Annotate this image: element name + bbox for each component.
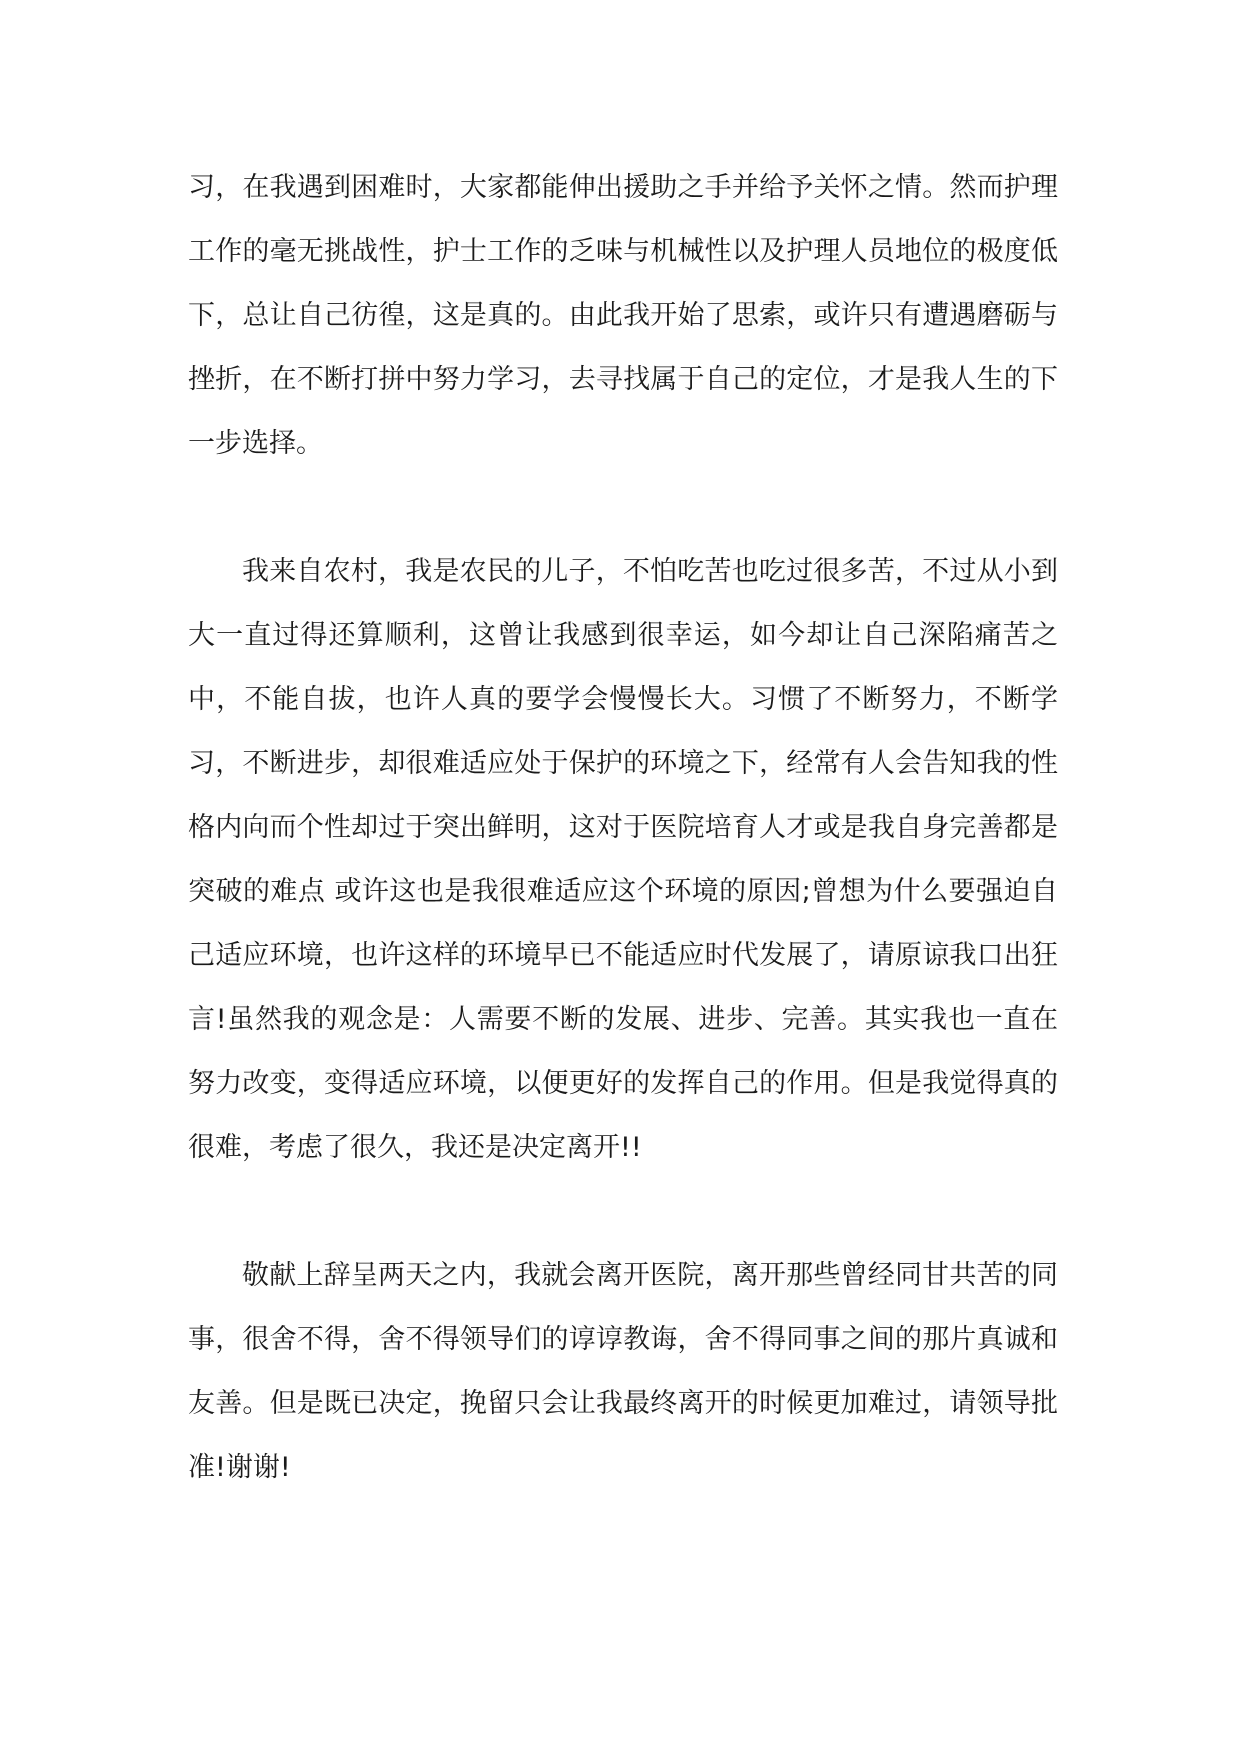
- paragraph-2: 我来自农村，我是农民的儿子，不怕吃苦也吃过很多苦，不过从小到大一直过得还算顺利，这曾让我感到很幸运，如今却让自己深陷痛苦之中，不能自拔，也许人真的要学会慢慢长大。习惯了不断努力，不断学习，不断进步，却很难适应处于保护的环境之下，经常有人会告知我的性格内向而个性却过于突出鲜明，这对于医院培育人才或是我自身完善都是突破的难点 或许这也是我很难适应这个环境的原因;曾想为什么要强迫自己适应环境，也许这样的环境早已不能适应时代发展了，请原谅我口出狂言!虽然我的观念是：人需要不断的发展、进步、完善。其实我也一直在努力改变，变得适应环境，以便更好的发挥自己的作用。但是我觉得真的很难，考虑了很久，我还是决定离开!!: [188, 556, 1058, 1163]
- paragraph-1: 习，在我遇到困难时，大家都能伸出援助之手并给予关怀之情。然而护理工作的毫无挑战性，护士工作的乏味与机械性以及护理人员地位的极度低下，总让自己彷徨，这是真的。由此我开始了思索，或许只有遭遇磨砺与挫折，在不断打拼中努力学习，去寻找属于自己的定位，才是我人生的下一步选择。: [188, 172, 1058, 459]
- document-body: [188, 156, 1058, 1564]
- paragraph-3: 敬献上辞呈两天之内，我就会离开医院，离开那些曾经同甘共苦的同事，很舍不得，舍不得领导们的谆谆教诲，舍不得同事之间的那片真诚和友善。但是既已决定，挽留只会让我最终离开的时候更加难过，请领导批准!谢谢!: [188, 1260, 1058, 1483]
